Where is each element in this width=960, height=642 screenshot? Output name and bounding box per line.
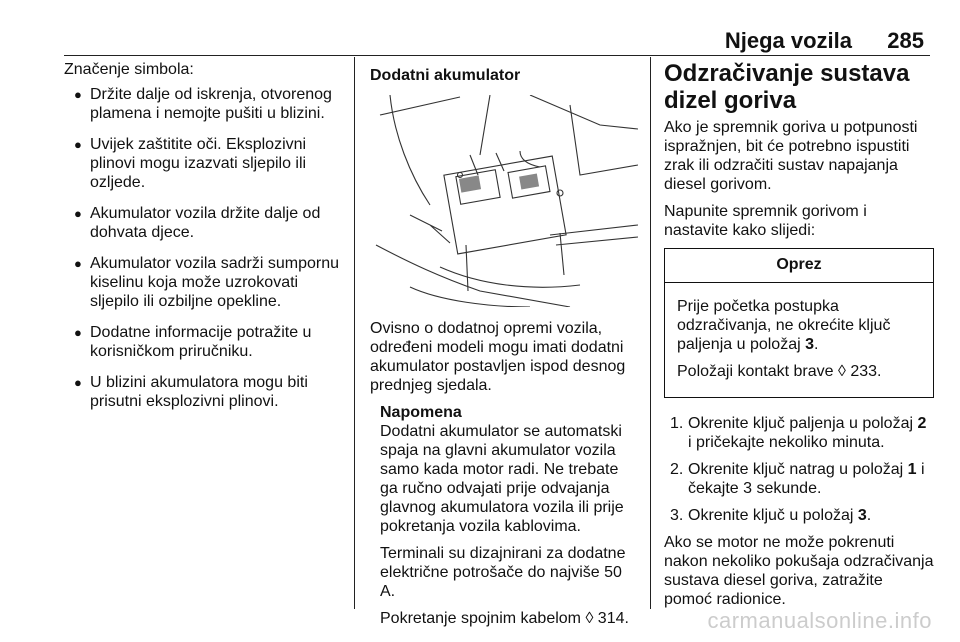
step-text: Okrenite ključ natrag u položaj <box>688 461 908 478</box>
jump-start-reference-link[interactable]: Pokretanje spojnim kabelom ◊ 314. <box>380 610 629 627</box>
watermark: carmanualsonline.info <box>707 608 932 633</box>
page-number: 285 <box>887 28 924 53</box>
step-text-end: . <box>866 507 872 524</box>
bullet-item: ● Dodatne informacije potražite u korisničkom priručniku. <box>64 323 344 361</box>
note-paragraph: Terminali su dizajnirani za dodatne električne potrošače do najviše 50 A. <box>380 545 626 600</box>
step-item <box>664 460 934 498</box>
column-symbols <box>64 60 344 423</box>
step-text-end: i pričekajte nekoliko minuta. <box>688 434 885 451</box>
step-text-end: i čekajte 3 sekunde. <box>688 461 925 497</box>
step-position-number: 2 <box>917 415 927 432</box>
caution-text-end: . <box>814 336 819 353</box>
note-title: Napomena <box>380 404 462 421</box>
caution-box <box>664 248 934 398</box>
ignition-positions-reference-link[interactable]: Položaji kontakt brave ◊ 233. <box>677 363 882 380</box>
step-number: 1. <box>670 415 684 432</box>
step-item <box>664 414 934 452</box>
symbols-intro: Značenje simbola: <box>64 61 194 78</box>
column-diesel-bleeding <box>664 60 934 609</box>
page-header <box>0 0 960 52</box>
note-box <box>370 403 638 628</box>
page-section-title: Njega vozila <box>724 28 852 53</box>
step-number: 3. <box>670 507 684 524</box>
body-paragraph: Ako se motor ne može pokrenuti nakon nekoliko pokušaja odzračivanja sustava diesel goriva, zatražite pomoć radionice. <box>664 534 934 608</box>
header-divider <box>64 55 930 56</box>
section-heading: Dodatni akumulator <box>370 67 521 84</box>
caution-body <box>665 283 933 397</box>
body-paragraph: Ako je spremnik goriva u potpunosti ispražnjen, bit će potrebno ispustiti zrak ili odzračiti sustav napajanja diesel gorivom. <box>664 119 918 193</box>
note-paragraph: Dodatni akumulator se automatski spaja na glavni akumulator vozila samo kada motor radi. Ne trebate ga ručno odvajati prije odvajanja glavnog akumulatora vozila ili prije pokretanja vozila kablovima. <box>380 423 624 535</box>
caution-paragraph <box>677 297 921 354</box>
bullet-item: ● Akumulator vozila držite dalje od dohvata djece. <box>64 204 344 242</box>
caution-position-number: 3 <box>805 336 814 353</box>
auxiliary-battery-illustration <box>370 95 638 307</box>
auxiliary-battery-description: Ovisno o dodatnoj opremi vozila, određeni modeli mogu imati dodatni akumulator postavljen ispod desnog prednjeg sjedala. <box>370 320 626 394</box>
column-auxiliary-battery <box>370 60 638 628</box>
step-text: Okrenite ključ paljenja u položaj <box>688 415 918 432</box>
bullet-item: ● U blizini akumulatora mogu biti prisutni eksplozivni plinovi. <box>64 373 344 411</box>
step-number: 2. <box>670 461 684 478</box>
section-heading: Odzračivanje sustava dizel goriva <box>664 60 910 114</box>
caution-text: Prije početka postupka odzračivanja, ne okrećite ključ paljenja u položaj <box>677 298 891 353</box>
bullet-item: ● Akumulator vozila sadrži sumpornu kiselinu koja može uzrokovati sljepilo ili ozbiljne opekline. <box>64 254 344 311</box>
step-position-number: 3 <box>857 507 867 524</box>
step-item <box>664 506 934 525</box>
caution-title: Oprez <box>665 249 933 283</box>
bullet-item: ● Uvijek zaštitite oči. Eksplozivni plinovi mogu izazvati sljepilo ili ozljede. <box>64 135 344 192</box>
column-divider-2 <box>650 57 651 609</box>
step-position-number: 1 <box>907 461 917 478</box>
step-text: Okrenite ključ u položaj <box>688 507 858 524</box>
bullet-item: ● Držite dalje od iskrenja, otvorenog plamena i nemojte pušiti u blizini. <box>64 85 344 123</box>
body-paragraph: Napunite spremnik gorivom i nastavite kako slijedi: <box>664 203 867 239</box>
column-divider-1 <box>354 57 355 609</box>
